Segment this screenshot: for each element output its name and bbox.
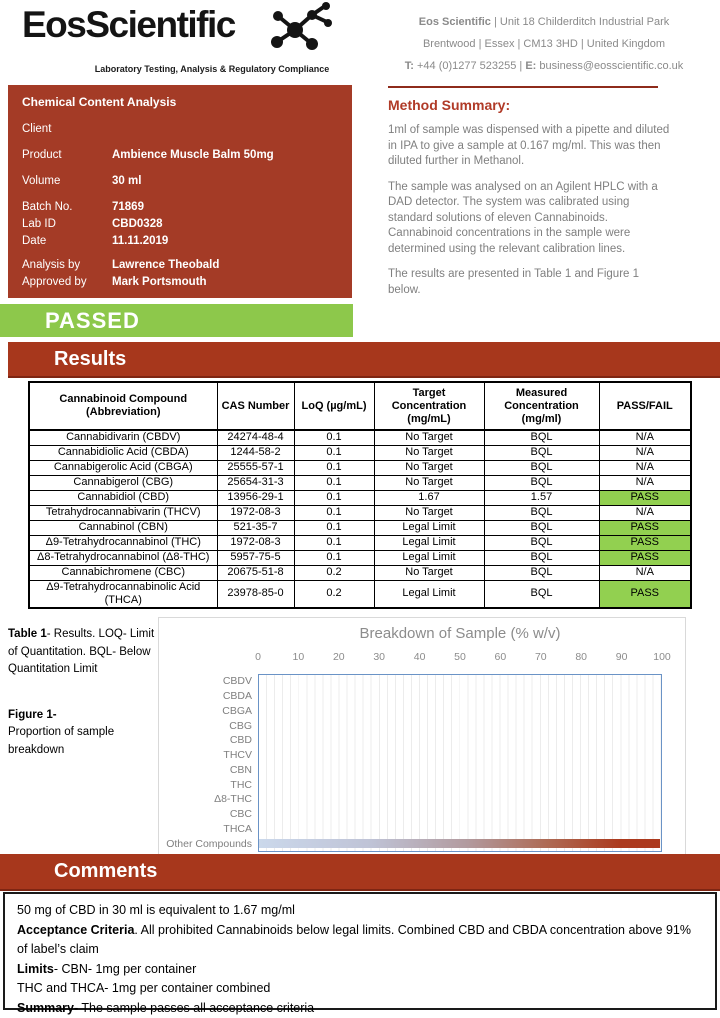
loq-cell: 0.2 bbox=[294, 565, 374, 580]
contact-block bbox=[372, 11, 716, 77]
comments-text-box bbox=[3, 892, 717, 1015]
table-row bbox=[29, 490, 691, 505]
table-row bbox=[29, 445, 691, 460]
target-cell: No Target bbox=[374, 460, 484, 475]
comment-line: Summary- The sample passes all acceptance criteria bbox=[17, 1000, 315, 1015]
chart-row bbox=[259, 675, 661, 690]
pass-fail-cell: N/A bbox=[599, 475, 691, 490]
chart-row bbox=[259, 836, 661, 851]
loq-cell: 0.1 bbox=[294, 505, 374, 520]
brand-wordmark: EosScientific bbox=[22, 4, 235, 45]
column-header: PASS/FAIL bbox=[599, 382, 691, 430]
x-tick-label: 30 bbox=[373, 651, 386, 663]
info-label: Analysis by bbox=[22, 259, 81, 271]
chart-plot-area bbox=[258, 674, 662, 852]
loq-cell: 0.1 bbox=[294, 550, 374, 565]
info-row bbox=[22, 258, 338, 273]
info-value: Mark Portsmouth bbox=[112, 276, 207, 288]
target-cell: No Target bbox=[374, 430, 484, 445]
chart-row bbox=[259, 704, 661, 719]
chart-row bbox=[259, 719, 661, 734]
cas-cell: 24274-48-4 bbox=[217, 430, 294, 445]
table-row bbox=[29, 550, 691, 565]
chart-row bbox=[259, 763, 661, 778]
sample-info-panel bbox=[8, 85, 352, 298]
comment-line: Limits- CBN- 1mg per container bbox=[17, 961, 197, 976]
loq-cell: 0.1 bbox=[294, 535, 374, 550]
info-label: Volume bbox=[22, 175, 61, 187]
compound-cell: Δ8-Tetrahydrocannabinol (Δ8-THC) bbox=[29, 550, 217, 565]
info-label: Approved by bbox=[22, 276, 87, 288]
target-cell: Legal Limit bbox=[374, 550, 484, 565]
chart-category-labels bbox=[159, 674, 252, 851]
compound-cell: Cannabichromene (CBC) bbox=[29, 565, 217, 580]
measured-cell: BQL bbox=[484, 550, 599, 565]
target-cell: No Target bbox=[374, 505, 484, 520]
compound-cell: Cannabigerol (CBG) bbox=[29, 475, 217, 490]
breakdown-chart bbox=[158, 617, 686, 855]
chart-row bbox=[259, 690, 661, 705]
cas-cell: 23978-85-0 bbox=[217, 580, 294, 608]
info-row bbox=[22, 200, 338, 215]
info-value: Lawrence Theobald bbox=[112, 259, 220, 271]
target-cell: 1.67 bbox=[374, 490, 484, 505]
measured-cell: BQL bbox=[484, 430, 599, 445]
info-row bbox=[22, 174, 338, 189]
pass-fail-cell: N/A bbox=[599, 460, 691, 475]
info-value: 30 ml bbox=[112, 175, 142, 187]
measured-cell: BQL bbox=[484, 580, 599, 608]
x-tick-label: 40 bbox=[413, 651, 426, 663]
info-label: Client bbox=[22, 123, 52, 135]
measured-cell: BQL bbox=[484, 565, 599, 580]
category-label: THCV bbox=[223, 749, 252, 762]
table-row bbox=[29, 580, 691, 608]
loq-cell: 0.1 bbox=[294, 445, 374, 460]
cas-cell: 521-35-7 bbox=[217, 520, 294, 535]
status-badge: PASSED bbox=[0, 304, 353, 337]
cas-cell: 20675-51-8 bbox=[217, 565, 294, 580]
target-cell: Legal Limit bbox=[374, 580, 484, 608]
contact-address-line-1: Eos Scientific | Unit 18 Childerditch Industrial Park bbox=[418, 16, 670, 28]
table-row bbox=[29, 460, 691, 475]
comment-line: 50 mg of CBD in 30 ml is equivalent to 1.67 mg/ml bbox=[17, 903, 295, 917]
chart-row bbox=[259, 792, 661, 807]
loq-cell: 0.1 bbox=[294, 460, 374, 475]
column-header: LoQ (µg/mL) bbox=[294, 382, 374, 430]
divider bbox=[388, 86, 658, 88]
x-tick-label: 50 bbox=[454, 651, 466, 663]
x-tick-label: 70 bbox=[534, 651, 547, 663]
measured-cell: 1.57 bbox=[484, 490, 599, 505]
column-header: Cannabinoid Compound (Abbreviation) bbox=[29, 382, 217, 430]
chart-row bbox=[259, 778, 661, 793]
cas-cell: 13956-29-1 bbox=[217, 490, 294, 505]
cas-cell: 1972-08-3 bbox=[217, 505, 294, 520]
target-cell: Legal Limit bbox=[374, 535, 484, 550]
target-cell: No Target bbox=[374, 475, 484, 490]
info-label: Batch No. bbox=[22, 201, 73, 213]
data-bar bbox=[259, 839, 660, 848]
info-value: 71869 bbox=[112, 201, 144, 213]
loq-cell: 0.1 bbox=[294, 430, 374, 445]
info-row bbox=[22, 234, 338, 249]
brand-tagline: Laboratory Testing, Analysis & Regulatory Compliance bbox=[94, 64, 330, 74]
measured-cell: BQL bbox=[484, 505, 599, 520]
cas-cell: 1972-08-3 bbox=[217, 535, 294, 550]
method-paragraph: The results are presented in Table 1 and Figure 1 below. bbox=[388, 268, 640, 296]
chart-row bbox=[259, 822, 661, 837]
comments-section-header: Comments bbox=[0, 854, 720, 891]
info-row bbox=[22, 148, 338, 163]
category-label: CBDA bbox=[222, 690, 252, 703]
info-row bbox=[22, 217, 338, 232]
target-cell: No Target bbox=[374, 565, 484, 580]
table-row bbox=[29, 430, 691, 445]
table-row bbox=[29, 505, 691, 520]
method-summary-text bbox=[373, 123, 718, 298]
pass-fail-cell: PASS bbox=[599, 535, 691, 550]
category-label: CBG bbox=[229, 719, 252, 732]
comment-line: THC and THCA- 1mg per container combined bbox=[17, 981, 271, 995]
category-label: CBDV bbox=[222, 675, 252, 688]
category-label: CBC bbox=[229, 808, 252, 821]
pass-fail-cell: N/A bbox=[599, 505, 691, 520]
x-tick-label: 0 bbox=[255, 651, 261, 663]
chart-row bbox=[259, 734, 661, 749]
info-row bbox=[22, 122, 338, 137]
results-table bbox=[28, 381, 692, 609]
method-paragraph: 1ml of sample was dispensed with a pipette and diluted in IPA to give a sample at 0.167 mg/ml. This was then diluted further in Methanol. bbox=[388, 124, 670, 167]
category-label: CBGA bbox=[222, 704, 252, 717]
loq-cell: 0.2 bbox=[294, 580, 374, 608]
info-value: Ambience Muscle Balm 50mg bbox=[112, 149, 274, 161]
pass-fail-cell: PASS bbox=[599, 550, 691, 565]
method-paragraph: The sample was analysed on an Agilent HPLC with a DAD detector. The system was calibrated using standard solutions of eleven Cannabinoids. Cannabinoid concentrations in the sample were determined using the relevant calibration lines. bbox=[388, 180, 658, 255]
company-logo bbox=[22, 4, 362, 74]
target-cell: No Target bbox=[374, 445, 484, 460]
panel-title: Chemical Content Analysis bbox=[22, 95, 177, 109]
category-label: CBN bbox=[229, 763, 252, 776]
cas-cell: 25555-57-1 bbox=[217, 460, 294, 475]
sample-info-rows bbox=[22, 122, 338, 290]
comment-line: Acceptance Criteria. All prohibited Cannabinoids below legal limits. Combined CBD and CBDA concentration above 91% of label’s claim bbox=[17, 922, 691, 956]
loq-cell: 0.1 bbox=[294, 520, 374, 535]
column-header: CAS Number bbox=[217, 382, 294, 430]
category-label: Other Compounds bbox=[166, 837, 252, 850]
compound-cell: Δ9-Tetrahydrocannabinolic Acid (THCA) bbox=[29, 580, 217, 608]
info-value: CBD0328 bbox=[112, 218, 163, 230]
column-header: Target Concentration (mg/mL) bbox=[374, 382, 484, 430]
results-table-header bbox=[29, 382, 691, 430]
x-tick-label: 80 bbox=[575, 651, 588, 663]
pass-fail-cell: PASS bbox=[599, 490, 691, 505]
info-label: Product bbox=[22, 149, 62, 161]
target-cell: Legal Limit bbox=[374, 520, 484, 535]
pass-fail-cell: PASS bbox=[599, 520, 691, 535]
pass-fail-cell: PASS bbox=[599, 580, 691, 608]
table-row bbox=[29, 520, 691, 535]
category-label: THCA bbox=[223, 822, 252, 835]
cas-cell: 1244-58-2 bbox=[217, 445, 294, 460]
cas-cell: 25654-31-3 bbox=[217, 475, 294, 490]
x-tick-label: 10 bbox=[292, 651, 305, 663]
loq-cell: 0.1 bbox=[294, 475, 374, 490]
info-value: 11.11.2019 bbox=[112, 235, 169, 247]
cas-cell: 5957-75-5 bbox=[217, 550, 294, 565]
measured-cell: BQL bbox=[484, 475, 599, 490]
molecule-icon bbox=[265, 2, 335, 63]
method-summary bbox=[373, 86, 718, 298]
table-row bbox=[29, 535, 691, 550]
table-row bbox=[29, 475, 691, 490]
x-tick-label: 20 bbox=[332, 651, 345, 663]
chart-row bbox=[259, 807, 661, 822]
loq-cell: 0.1 bbox=[294, 490, 374, 505]
pass-fail-cell: N/A bbox=[599, 430, 691, 445]
measured-cell: BQL bbox=[484, 535, 599, 550]
compound-cell: Cannabigerolic Acid (CBGA) bbox=[29, 460, 217, 475]
table-row bbox=[29, 565, 691, 580]
method-summary-title: Method Summary: bbox=[388, 97, 511, 113]
figure-note: Figure 1- Proportion of sample breakdown bbox=[8, 708, 115, 756]
compound-cell: Cannabinol (CBN) bbox=[29, 520, 217, 535]
pass-fail-cell: N/A bbox=[599, 565, 691, 580]
figure-table-notes bbox=[8, 626, 160, 759]
info-label: Lab ID bbox=[22, 218, 56, 230]
category-label: THC bbox=[230, 778, 252, 791]
chart-row bbox=[259, 748, 661, 763]
info-row bbox=[22, 275, 338, 290]
compound-cell: Cannabidiol (CBD) bbox=[29, 490, 217, 505]
x-tick-label: 60 bbox=[494, 651, 507, 663]
compound-cell: Δ9-Tetrahydrocannabinol (THC) bbox=[29, 535, 217, 550]
category-label: Δ8-THC bbox=[214, 793, 252, 806]
x-tick-label: 90 bbox=[615, 651, 628, 663]
compound-cell: Cannabidiolic Acid (CBDA) bbox=[29, 445, 217, 460]
x-tick-label: 100 bbox=[653, 651, 671, 663]
table-note: Table 1- Results. LOQ- Limit of Quantitation. BQL- Below Quantitation Limit bbox=[8, 628, 155, 675]
contact-address-line-2: Brentwood | Essex | CM13 3HD | United Kingdom bbox=[422, 38, 666, 50]
measured-cell: BQL bbox=[484, 520, 599, 535]
category-label: CBD bbox=[229, 734, 252, 747]
measured-cell: BQL bbox=[484, 445, 599, 460]
measured-cell: BQL bbox=[484, 460, 599, 475]
compound-cell: Cannabidivarin (CBDV) bbox=[29, 430, 217, 445]
pass-fail-cell: N/A bbox=[599, 445, 691, 460]
results-section-header: Results bbox=[8, 342, 720, 378]
compound-cell: Tetrahydrocannabivarin (THCV) bbox=[29, 505, 217, 520]
info-label: Date bbox=[22, 235, 47, 247]
column-header: Measured Concentration (mg/ml) bbox=[484, 382, 599, 430]
contact-phone-email: T: +44 (0)1277 523255 | E: business@eosscientific.co.uk bbox=[404, 60, 684, 72]
chart-title: Breakdown of Sample (% w/v) bbox=[359, 625, 561, 642]
